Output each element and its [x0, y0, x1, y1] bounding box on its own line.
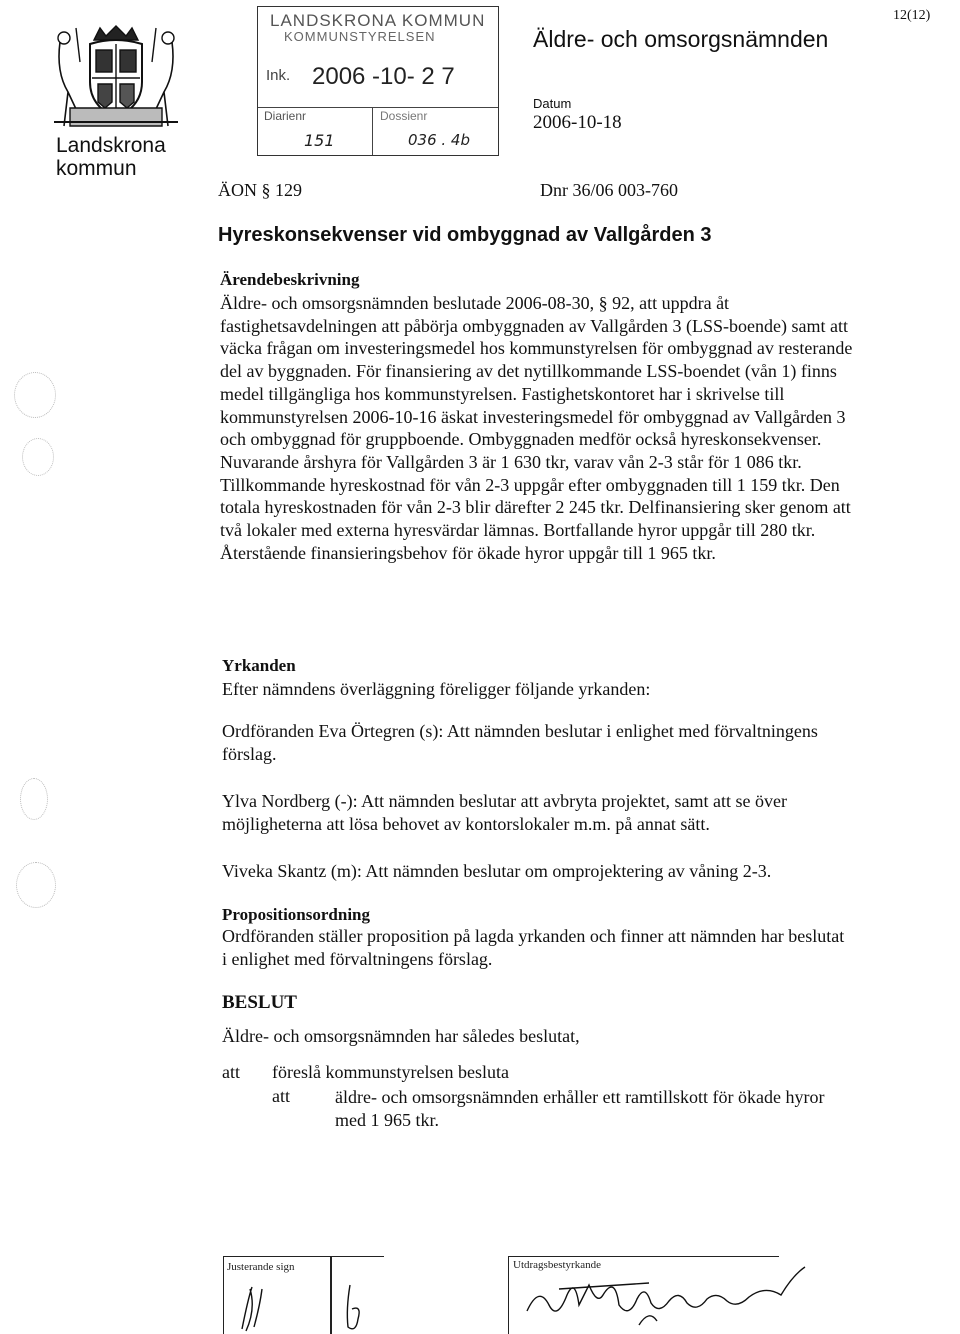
stamp-divider-vertical — [372, 107, 373, 155]
att-clause-1: föreslå kommunstyrelsen besluta — [272, 1062, 509, 1082]
section-heading-arende: Ärendebeskrivning — [220, 270, 360, 289]
municipality-name: Landskrona kommun — [56, 134, 166, 180]
yrkande-nordberg: Ylva Nordberg (-): Att nämnden beslutar att avbryta projektet, samt att se över möjligheterna att lösa behovet av kontorslokaler m.m. på annat sätt. — [222, 791, 787, 834]
stamp-line-2: KOMMUNSTYRELSEN — [284, 29, 436, 44]
yrkanden-intro: Efter nämndens överläggning föreligger följande yrkanden: — [222, 679, 651, 699]
punch-hole-mark — [14, 372, 56, 418]
punch-hole-mark — [20, 778, 48, 820]
page-number: 12(12) — [893, 8, 931, 23]
justerande-signature-box — [223, 1256, 384, 1334]
section-heading-yrkanden: Yrkanden — [222, 656, 296, 675]
punch-hole-mark — [16, 862, 56, 908]
yrkande-skantz: Viveka Skantz (m): Att nämnden beslutar om omprojektering av våning 2-3. — [222, 861, 772, 881]
handwritten-signature — [519, 1265, 809, 1331]
att-keyword: att — [272, 1086, 290, 1106]
punch-hole-mark — [22, 438, 54, 476]
received-stamp — [257, 6, 499, 156]
utdrag-signature-box — [508, 1256, 779, 1334]
date-value: 2006-10-18 — [533, 112, 622, 133]
stamp-dossier-value: 036 . 4b — [408, 131, 470, 149]
stamp-ink-label: Ink. — [266, 67, 291, 84]
section-heading-beslut: BESLUT — [222, 992, 297, 1013]
committee-name: Äldre- och omsorgsnämnden — [533, 26, 829, 52]
att-keyword: att — [222, 1062, 240, 1082]
handwritten-initials — [232, 1279, 382, 1334]
dnr-number: Dnr 36/06 003-760 — [540, 180, 678, 200]
stamp-diarienr-label: Diarienr — [264, 109, 307, 123]
utdrag-label: Utdragsbestyrkande — [513, 1259, 601, 1271]
arende-paragraph: Äldre- och omsorgsnämnden beslutade 2006-08-30, § 92, att uppdra åt fastighetsavdelningen att påbörja ombyggnaden av Vallgården 3 (LSS-boende) samt att väcka frågan om investeringsmedel hos kommunstyrelsen för ombyggnad av resterande del av byggnaden. För finansiering av det nytillkommande LSS-boendet (vån 1) finns medel tillgängliga hos kommunstyrelsen. Fastighetskontoret har i skrivelse till kommunstyrelsen 2006-10-16 äskat investeringsmedel för ombyggnad av Vallgården 3 och ombyggnad för gruppboende. Ombyggnaden medför också hyreskonsekvenser. Nuvarande årshyra för Vallgården 3 är 1 630 tkr, varav vån 2-3 står för 1 086 tkr. Tillkommande hyreskostnad för vån 2-3 uppgår efter ombyggnaden till 1 159 tkr. Den totala hyreskostnaden för vån 2-3 blir därefter 2 245 tkr. Delfinansiering sker genom att två lokaler med externa hyresvärdar lämnas. Bortfallande hyror uppgår till 280 tkr. Återstående finansieringsbehov för ökade hyror uppgår till 1 965 tkr. — [220, 293, 853, 563]
section-heading-proposition: Propositionsordning — [222, 905, 371, 924]
stamp-ink-date: 2006 -10- 2 7 — [312, 63, 455, 90]
yrkande-ortegren: Ordföranden Eva Örtegren (s): Att nämnden beslutar i enlighet med förvaltningens förslag. — [222, 721, 818, 764]
stamp-divider — [258, 107, 498, 108]
coat-of-arms-logo — [50, 22, 182, 130]
stamp-line-1: LANDSKRONA KOMMUN — [270, 11, 486, 30]
justerande-label: Justerande sign — [227, 1261, 295, 1273]
document-title: Hyreskonsekvenser vid ombyggnad av Vallgården 3 — [218, 224, 712, 246]
beslut-paragraph: Äldre- och omsorgsnämnden har således beslutat, — [222, 1026, 580, 1046]
proposition-paragraph: Ordföranden ställer proposition på lagda yrkanden och finner att nämnden har beslutat i enlighet med förvaltningens förslag. — [222, 926, 845, 969]
att-clause-2: äldre- och omsorgsnämnden erhåller ett ramtillskott för ökade hyror med 1 965 tkr. — [335, 1087, 825, 1130]
stamp-dossier-label: Dossienr — [380, 109, 428, 123]
section-id: ÄON § 129 — [218, 180, 302, 200]
date-label: Datum — [533, 96, 572, 111]
stamp-diarienr-value: 151 — [304, 131, 335, 150]
